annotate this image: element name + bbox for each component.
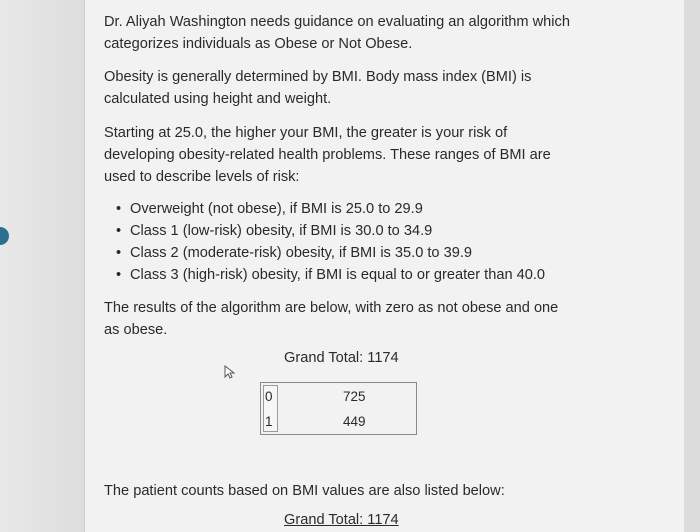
list-item: • Class 1 (low-risk) obesity, if BMI is 30.0 to 34.9 — [116, 223, 433, 239]
risk-paragraph: Starting at 25.0, the higher your BMI, the greater is your risk of developing obesity-related health problems. These ranges of BMI are used to describe levels of risk: — [104, 125, 551, 185]
counts-grand-total: Grand Total: 1174 — [284, 512, 399, 528]
intro-paragraph: Dr. Aliyah Washington needs guidance on evaluating an algorithm which categorizes individuals as Obese or Not Obese. — [104, 14, 570, 52]
side-marker-icon[interactable] — [0, 227, 9, 245]
list-item: • Overweight (not obese), if BMI is 25.0 to 29.9 — [116, 201, 423, 217]
row-value-1: 449 — [343, 414, 366, 429]
list-item: • Class 3 (high-risk) obesity, if BMI is equal to or greater than 40.0 — [116, 267, 546, 283]
row-value-0: 725 — [343, 389, 366, 404]
list-item: • Class 2 (moderate-risk) obesity, if BMI is 35.0 to 39.9 — [116, 245, 472, 261]
counts-paragraph: The patient counts based on BMI values are also listed below: — [104, 483, 505, 499]
results-table — [260, 382, 417, 435]
results-grand-total: Grand Total: 1174 — [284, 350, 399, 366]
right-margin — [684, 0, 700, 532]
row-label-0: 0 — [265, 389, 273, 404]
bmi-ranges-list — [116, 198, 545, 286]
bmi-paragraph: Obesity is generally determined by BMI. Body mass index (BMI) is calculated using height and weight. — [104, 69, 532, 107]
row-label-1: 1 — [265, 414, 273, 429]
question-panel — [84, 0, 685, 532]
results-paragraph: The results of the algorithm are below, with zero as not obese and one as obese. — [104, 300, 559, 338]
mouse-cursor-icon — [222, 364, 238, 380]
left-margin — [0, 0, 84, 532]
